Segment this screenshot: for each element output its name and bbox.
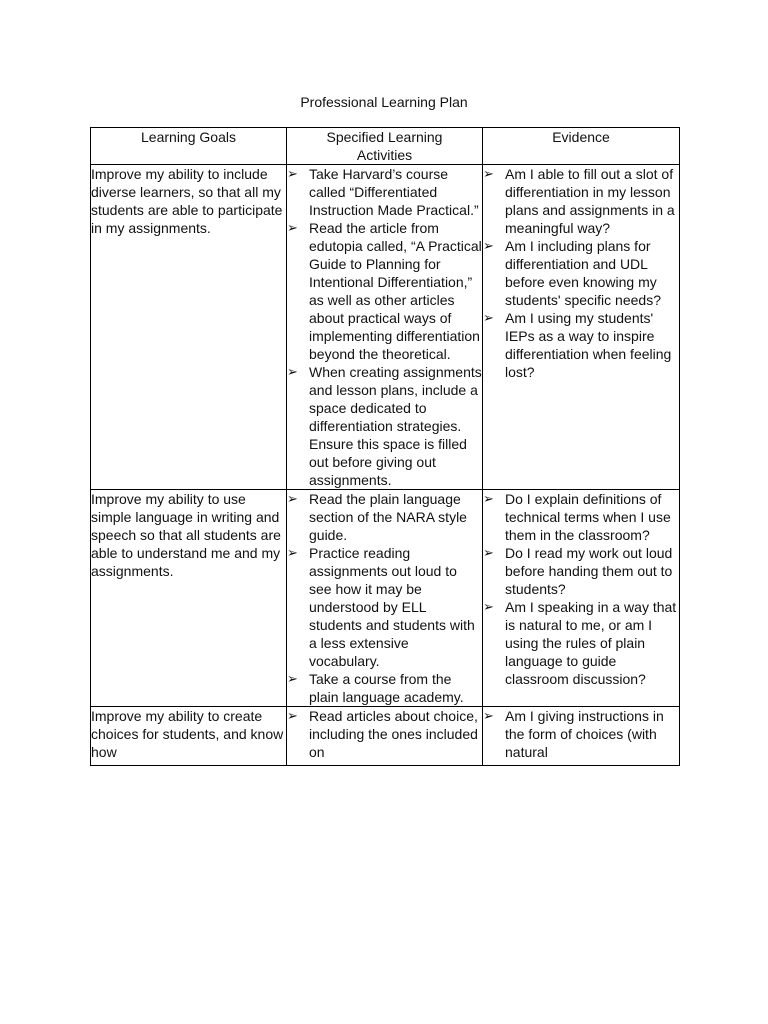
list-item: ➢ Am I able to fill out a slot of differentiation in my lesson plans and assignments in a meaningful way? xyxy=(483,166,675,236)
activities-cell xyxy=(287,490,483,707)
list-item: ➢ Do I explain definitions of technical terms when I use them in the classroom? xyxy=(483,491,671,543)
table-row xyxy=(91,165,680,490)
evidence-list xyxy=(483,490,679,688)
arrow-bullet-icon: ➢ xyxy=(287,220,298,235)
arrow-bullet-icon: ➢ xyxy=(287,545,298,560)
list-item: ➢ Read the article from edutopia called, “A Practical Guide to Planning for Intentional Differentiation,” as well as other articles about practical ways of implementing differentiation beyond the theoretical. xyxy=(287,220,482,362)
arrow-bullet-icon: ➢ xyxy=(287,491,298,506)
arrow-bullet-icon: ➢ xyxy=(483,491,494,506)
arrow-bullet-icon: ➢ xyxy=(483,599,494,614)
arrow-bullet-icon: ➢ xyxy=(287,166,298,181)
evidence-cell xyxy=(483,165,680,490)
activities-list xyxy=(287,490,482,706)
activities-list xyxy=(287,707,482,761)
goal-text: Improve my ability to use simple language in writing and speech so that all students are able to understand me and my assignments. xyxy=(91,491,281,579)
list-item: ➢ Am I speaking in a way that is natural to me, or am I using the rules of plain language to guide classroom discussion? xyxy=(483,599,677,687)
arrow-bullet-icon: ➢ xyxy=(287,671,298,686)
goal-text: Improve my ability to include diverse learners, so that all my students are able to participate in my assignments. xyxy=(91,166,283,236)
list-item: ➢ Take Harvard’s course called “Differentiated Instruction Made Practical.” xyxy=(287,166,479,218)
list-item: ➢ Am I giving instructions in the form of choices (with natural xyxy=(483,708,664,760)
list-item: ➢ Am I using my students' IEPs as a way to inspire differentiation when feeling lost? xyxy=(483,310,672,380)
arrow-bullet-icon: ➢ xyxy=(483,545,494,560)
column-header-activities: Specified Learning Activities xyxy=(287,128,483,165)
evidence-cell xyxy=(483,490,680,707)
arrow-bullet-icon: ➢ xyxy=(287,364,298,379)
goal-text: Improve my ability to create choices for students, and know how xyxy=(91,708,284,760)
learning-plan-table xyxy=(90,127,680,766)
list-item: ➢ Practice reading assignments out loud to see how it may be understood by ELL students and students with a less extensive vocabulary. xyxy=(287,545,475,669)
evidence-list xyxy=(483,707,679,761)
goal-cell xyxy=(91,490,287,707)
table-row xyxy=(91,490,680,707)
list-item: ➢ Take a course from the plain language academy. xyxy=(287,671,464,705)
activities-cell xyxy=(287,707,483,766)
list-item: ➢ Am I including plans for differentiation and UDL before even knowing my students' specific needs? xyxy=(483,238,661,308)
list-item: ➢ Read articles about choice, including the ones included on xyxy=(287,708,478,760)
goal-cell xyxy=(91,707,287,766)
arrow-bullet-icon: ➢ xyxy=(483,238,494,253)
table-header-row xyxy=(91,128,680,165)
arrow-bullet-icon: ➢ xyxy=(483,310,494,325)
goal-cell xyxy=(91,165,287,490)
column-header-evidence: Evidence xyxy=(483,128,680,165)
list-item: ➢ Read the plain language section of the NARA style guide. xyxy=(287,491,467,543)
list-item: ➢ Do I read my work out loud before handing them out to students? xyxy=(483,545,673,597)
arrow-bullet-icon: ➢ xyxy=(483,708,494,723)
column-header-learning-goals: Learning Goals xyxy=(91,128,287,165)
evidence-cell xyxy=(483,707,680,766)
evidence-list xyxy=(483,165,679,381)
arrow-bullet-icon: ➢ xyxy=(483,166,494,181)
list-item: ➢ When creating assignments and lesson plans, include a space dedicated to differentiation strategies. Ensure this space is filled out before giving out assignments. xyxy=(287,364,482,488)
table-row xyxy=(91,707,680,766)
document-title: Professional Learning Plan xyxy=(300,94,468,110)
activities-cell xyxy=(287,165,483,490)
arrow-bullet-icon: ➢ xyxy=(287,708,298,723)
activities-list xyxy=(287,165,482,489)
